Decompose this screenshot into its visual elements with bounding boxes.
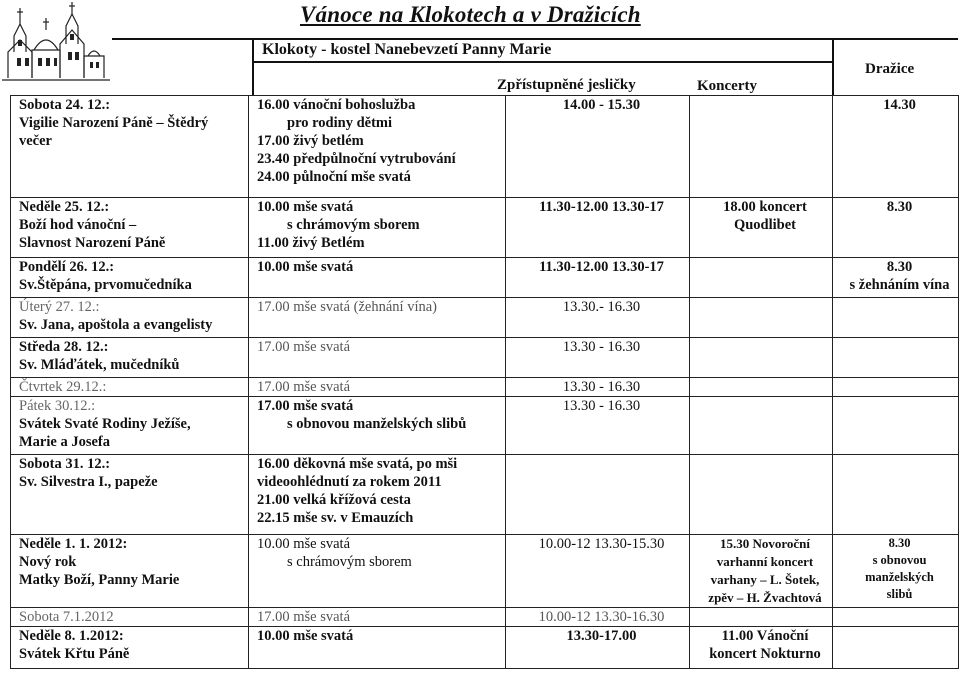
cell-line: 18.00 koncert [723,199,807,215]
crib-hours-cell [506,96,690,198]
church-logo [0,0,112,82]
schedule-row [11,627,959,669]
cell-line: Neděle 1. 1. 2012: [19,536,128,552]
cell-line: 16.00 děkovná mše svatá, po mši [257,456,458,472]
cell-line: Nový rok [19,554,77,570]
header-frame-mid [252,61,832,63]
day-cell [11,96,249,198]
header-concerts: Koncerty [697,78,757,94]
crib-hours-cell [506,627,690,669]
crib-hours: 14.00 - 15.30 [562,97,641,113]
day-cell [11,627,249,669]
cell-line: večer [19,133,52,149]
cell-line: Neděle 25. 12.: [19,199,110,215]
services-cell [249,397,506,455]
drazice-cell [833,535,959,608]
drazice-cell [833,96,959,198]
drazice-cell [833,397,959,455]
crib-hours: 13.30 - 16.30 [562,398,641,414]
crib-hours: 13.30-17.00 [566,628,637,644]
concert-cell [690,258,833,298]
services-cell [249,298,506,338]
cell-line: Středa 28. 12.: [19,339,109,355]
drazice-cell [833,258,959,298]
services-cell [249,378,506,397]
cell-line: Sv.Štěpána, prvomučedníka [19,277,192,293]
cell-line: 11.00 Vánoční [721,628,809,644]
cell-line: 23.40 předpůlnoční vytrubování [257,151,456,167]
drazice-cell [833,378,959,397]
cell-line: Matky Boží, Panny Marie [19,572,180,588]
cell-line: slibů [886,587,913,601]
day-cell [11,535,249,608]
cell-line: 17.00 mše svatá [257,379,351,395]
schedule-table [10,95,959,669]
crib-hours: 10.00-12 13.30-15.30 [538,536,665,552]
crib-hours-cell [506,198,690,258]
schedule-row [11,96,959,198]
cell-line: 14.30 [883,97,916,113]
cell-line: Pátek 30.12.: [19,398,96,414]
services-cell [249,627,506,669]
services-cell [249,608,506,627]
cell-line: 10.00 mše svatá [257,199,354,215]
cell-line: Pondělí 26. 12.: [19,259,115,275]
schedule-row [11,258,959,298]
cell-line: 11.00 živý Betlém [257,235,365,251]
drazice-cell [833,298,959,338]
cell-line: 8.30 [886,199,913,215]
concert-cell [690,608,833,627]
day-cell [11,378,249,397]
cell-line: koncert Nokturno [709,646,821,662]
cell-line: 17.00 mše svatá [257,339,351,355]
services-cell [249,258,506,298]
day-cell [11,198,249,258]
cell-line: 17.00 mše svatá (žehnání vína) [257,299,437,315]
cell-line: 8.30 [886,259,913,275]
concert-cell [690,627,833,669]
crib-hours-cell [506,608,690,627]
schedule-row [11,455,959,535]
drazice-cell [833,455,959,535]
cell-line: 16.00 vánoční bohoslužba [257,97,416,113]
cell-line: pro rodiny dětmi [287,115,393,131]
crib-hours: 13.30 - 16.30 [562,339,641,355]
day-cell [11,338,249,378]
services-cell [249,198,506,258]
cell-line: Sv. Jana, apoštola a evangelisty [19,317,213,333]
cell-line: Čtvrtek 29.12.: [19,379,107,395]
crib-hours: 11.30-12.00 13.30-17 [539,259,664,275]
schedule-row [11,608,959,627]
header-drazice: Dražice [865,61,915,77]
page-title: Vánoce na Klokotech a v Dražicích [300,2,641,27]
church-subtitle: Klokoty - kostel Nanebevzetí Panny Marie [262,41,552,58]
cell-line: Sv. Mláďátek, mučedníků [19,357,180,373]
cell-line: Svátek Křtu Páně [19,646,130,662]
crib-hours: 11.30-12.00 13.30-17 [539,199,664,215]
cell-line: s obnovou [872,553,927,567]
schedule-row [11,198,959,258]
concert-cell [690,455,833,535]
crib-hours-cell [506,338,690,378]
cell-line: 8.30 [888,536,911,550]
cell-line: Sobota 7.1.2012 [19,609,114,625]
drazice-cell [833,338,959,378]
crib-hours-cell [506,397,690,455]
drazice-cell [833,608,959,627]
day-cell [11,397,249,455]
drazice-cell [833,627,959,669]
services-cell [249,455,506,535]
cell-line: Svátek Svaté Rodiny Ježíše, [19,416,191,432]
cell-line: s chrámovým sborem [287,217,420,233]
cell-line: 17.00 mše svatá [257,398,354,414]
services-cell [249,338,506,378]
cell-line: zpěv – H. Žvachtová [708,590,822,605]
cell-line: Neděle 8. 1.2012: [19,628,124,644]
cell-line: Vigilie Narození Páně – Štědrý [19,115,209,131]
cell-line: 10.00 mše svatá [257,628,354,644]
crib-hours-cell [506,378,690,397]
services-cell [249,96,506,198]
cell-line: 21.00 velká křížová cesta [257,492,411,508]
services-cell [249,535,506,608]
cell-line: Boží hod vánoční – [19,217,137,233]
concert-cell [690,378,833,397]
cell-line: Quodlibet [733,217,797,233]
cell-line: Sv. Silvestra I., papeže [19,474,158,490]
day-cell [11,455,249,535]
crib-hours-cell [506,455,690,535]
cell-line: Slavnost Narození Páně [19,235,166,251]
drazice-cell [833,198,959,258]
cell-line: varhany – L. Šotek, [710,572,820,587]
day-cell [11,258,249,298]
concert-cell [690,96,833,198]
cell-line: 17.00 živý betlém [257,133,364,149]
header-crib: Zpřístupněné jesličky [497,77,636,93]
day-cell [11,298,249,338]
cell-line: 15.30 Novoroční [719,536,811,551]
crib-hours-cell [506,535,690,608]
cell-line: Sobota 31. 12.: [19,456,111,472]
schedule-row [11,338,959,378]
crib-hours-cell [506,258,690,298]
cell-line: varhanní koncert [716,554,814,569]
concert-cell [690,338,833,378]
crib-hours-cell [506,298,690,338]
schedule-row [11,535,959,608]
concert-cell [690,198,833,258]
header-frame-left [252,38,254,96]
cell-line: 22.15 mše sv. v Emauzích [257,510,414,526]
cell-line: 17.00 mše svatá [257,609,351,625]
schedule-row [11,378,959,397]
cell-line: 24.00 půlnoční mše svatá [257,169,411,185]
cell-line: Sobota 24. 12.: [19,97,111,113]
concert-cell [690,535,833,608]
cell-line: s žehnáním vína [849,277,950,293]
crib-hours: 13.30.- 16.30 [562,299,641,315]
cell-line: 10.00 mše svatá [257,536,351,552]
concert-cell [690,397,833,455]
cell-line: s chrámovým sborem [287,554,412,570]
cell-line: 10.00 mše svatá [257,259,354,275]
header-frame-right [832,38,834,96]
cell-line: Úterý 27. 12.: [19,299,100,315]
day-cell [11,608,249,627]
cell-line: Marie a Josefa [19,434,110,450]
cell-line: manželských [865,570,934,584]
crib-hours: 13.30 - 16.30 [562,379,641,395]
schedule-row [11,397,959,455]
cell-line: s obnovou manželských slibů [287,416,467,432]
crib-hours: 10.00-12 13.30-16.30 [538,609,665,625]
concert-cell [690,298,833,338]
schedule-row [11,298,959,338]
cell-line: videoohlédnutí za rokem 2011 [257,474,442,490]
